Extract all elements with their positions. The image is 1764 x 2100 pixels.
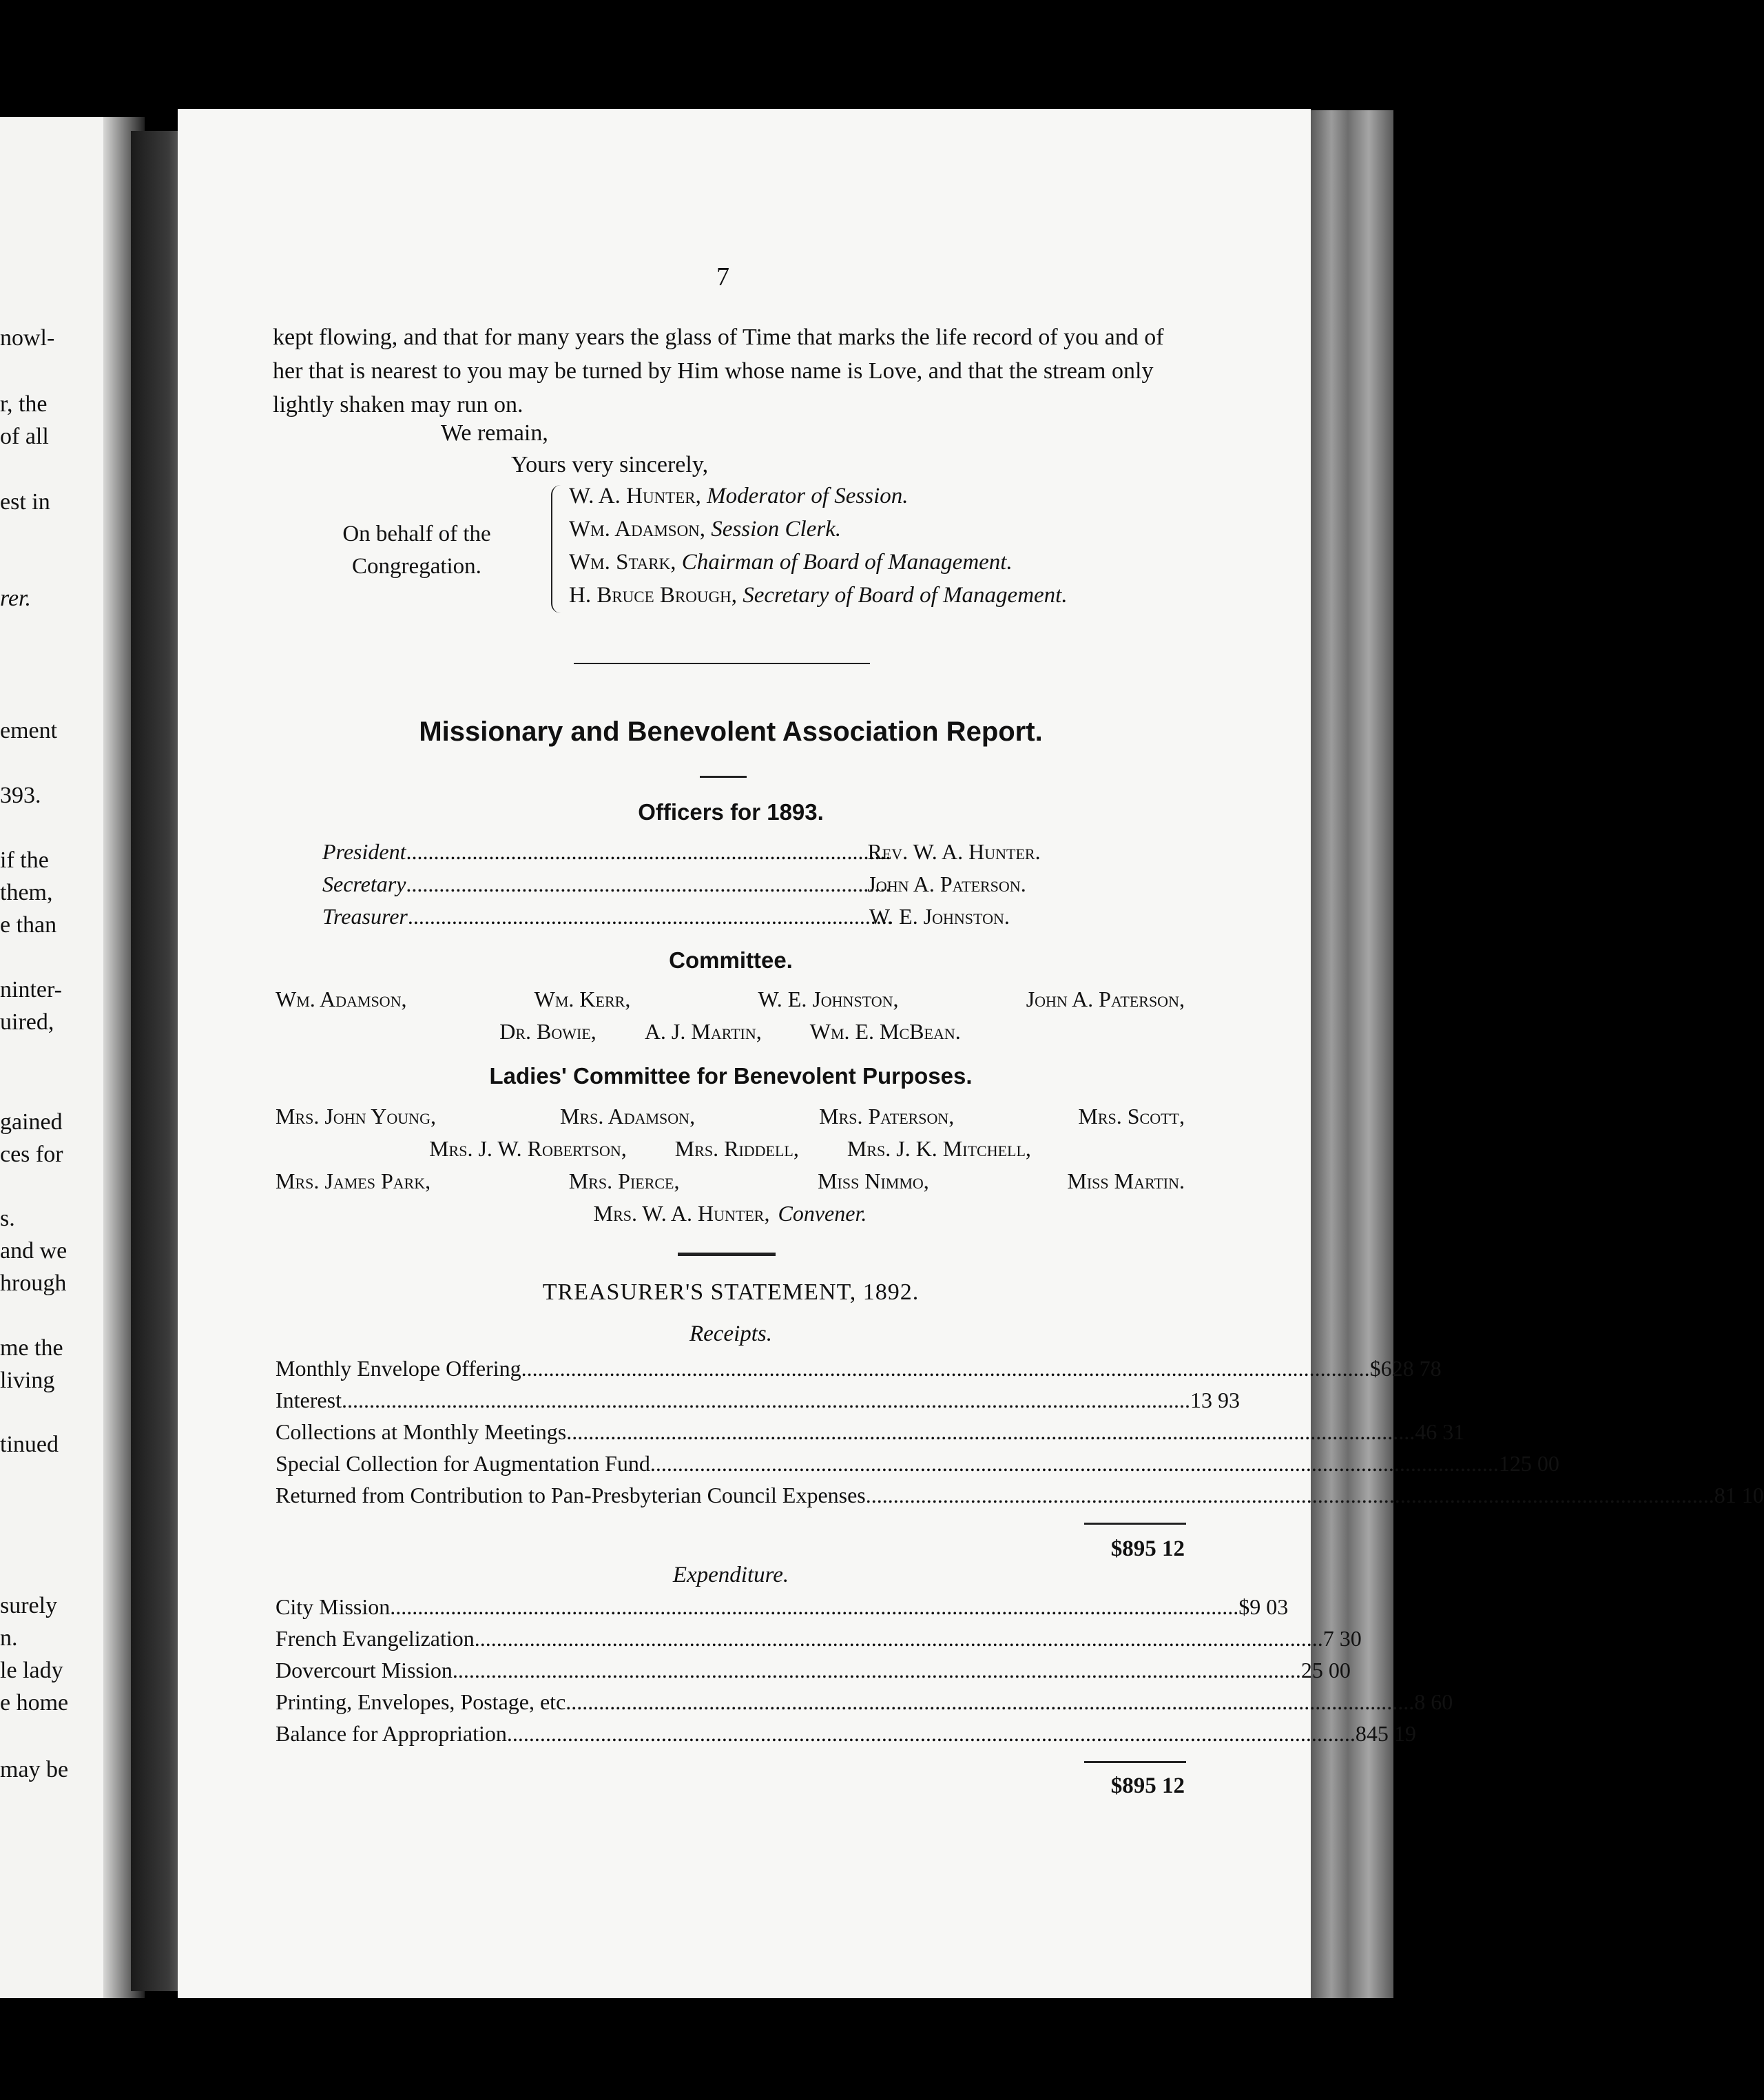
expenditure-label: Printing, Envelopes, Postage, etc <box>276 1689 566 1714</box>
ladies-committee-row <box>276 1169 1185 1194</box>
currency-sign: $ <box>1238 1594 1250 1619</box>
receipt-row <box>276 1451 1559 1476</box>
leader-dots: ........................................................................................ <box>406 872 891 896</box>
officer-name: W. E. Johnston. <box>869 904 1010 929</box>
ladies-member: Mrs. Scott, <box>1078 1104 1185 1129</box>
expenditure-total: $895 12 <box>1110 1773 1185 1798</box>
receipt-row <box>276 1388 1240 1413</box>
leader-dots: .......................................................................................................................................................... <box>521 1356 1370 1381</box>
committee-member: Wm. Adamson, <box>276 987 407 1011</box>
expenditure-row <box>276 1594 1289 1620</box>
total-rule <box>1084 1523 1186 1525</box>
facing-page-text: surely <box>0 1593 58 1618</box>
receipts-heading: Receipts. <box>689 1321 773 1346</box>
expenditure-amount: 7 30 <box>1322 1626 1362 1651</box>
ladies-member: Mrs. John Young, <box>276 1104 436 1129</box>
facing-page-text: nowl- <box>0 325 55 351</box>
receipt-amount: 628 78 <box>1380 1356 1442 1381</box>
statement-divider <box>678 1253 776 1256</box>
expenditure-amount: 845 19 <box>1355 1721 1416 1746</box>
expenditure-heading: Expenditure. <box>672 1563 789 1587</box>
signatory-name: H. Bruce Brough, <box>569 583 737 608</box>
facing-page-text: s. <box>0 1206 15 1231</box>
leader-dots: .......................................................................................................................................................... <box>565 1689 1415 1714</box>
facing-page-text: 393. <box>0 783 41 808</box>
ladies-member: Mrs. Riddell, <box>674 1136 799 1161</box>
letter-remain: We remain, <box>441 420 548 446</box>
signatory-name: Wm. Stark, <box>569 550 676 575</box>
facing-page-text: hrough <box>0 1270 67 1296</box>
signatory-role: Secretary of Board of Management. <box>743 583 1068 608</box>
ladies-committee-heading: Ladies' Committee for Benevolent Purposes. <box>489 1063 973 1089</box>
receipt-label: Collections at Monthly Meetings <box>276 1419 567 1444</box>
committee-row <box>276 987 1185 1012</box>
page-number: 7 <box>716 262 729 291</box>
receipts-total: $895 12 <box>1110 1536 1185 1561</box>
receipt-row <box>276 1483 1764 1508</box>
leader-dots: .......................................................................................................................................................... <box>650 1451 1499 1476</box>
facing-page <box>0 117 145 1998</box>
leader-dots: .......................................................................................................................................................... <box>341 1388 1190 1412</box>
receipt-amount: 46 31 <box>1415 1419 1465 1444</box>
leader-dots: .......................................................................................................................................................... <box>566 1419 1415 1444</box>
facing-page-text: ninter- <box>0 977 62 1002</box>
facing-page-text: n. <box>0 1625 18 1651</box>
page-edges <box>1311 110 1393 1998</box>
facing-page-text: of all <box>0 424 49 449</box>
leader-dots: ........................................................................................ <box>406 839 891 864</box>
officer-row <box>322 904 1197 929</box>
behalf-of-congregation: On behalf of the Congregation. <box>342 522 491 579</box>
officer-role: Treasurer <box>322 904 408 929</box>
convener-name: Mrs. W. A. Hunter, <box>593 1201 770 1226</box>
facing-page-text: uired, <box>0 1009 54 1035</box>
expenditure-amount: 25 00 <box>1300 1658 1351 1682</box>
signatory-role: Moderator of Session. <box>707 484 909 508</box>
ladies-member: Mrs. Paterson, <box>819 1104 955 1129</box>
signatory-role: Session Clerk. <box>711 517 842 542</box>
expenditure-label: French Evangelization <box>276 1626 475 1651</box>
signatory-name: W. A. Hunter, <box>569 484 701 508</box>
ladies-member: Mrs. Adamson, <box>560 1104 696 1129</box>
receipt-row <box>276 1419 1465 1445</box>
expenditure-row <box>276 1626 1362 1651</box>
ladies-member: Miss Nimmo, <box>818 1169 929 1193</box>
committee-heading: Committee. <box>669 947 793 973</box>
letter-paragraph: kept flowing, and that for many years the glass of Time that marks the life record of you and of her that is nearest to you may be turned by Him whose name is Love, and that the stream only lightly shaken may run on. <box>273 325 1164 418</box>
leader-dots: .......................................................................................................................................................... <box>390 1594 1239 1619</box>
officer-name: John A. Paterson. <box>867 872 1026 896</box>
letter-closing: Yours very sincerely, <box>511 452 709 477</box>
expenditure-amount: 8 60 <box>1414 1689 1453 1714</box>
receipt-label: Monthly Envelope Offering <box>276 1356 521 1381</box>
expenditure-label: Dovercourt Mission <box>276 1658 453 1682</box>
currency-sign: $ <box>1369 1356 1381 1381</box>
leader-dots: .......................................................................................................................................................... <box>452 1658 1301 1682</box>
receipt-label: Returned from Contribution to Pan-Presbyterian Council Expenses <box>276 1483 866 1507</box>
ladies-committee-row <box>276 1136 1185 1162</box>
ladies-member: Mrs. J. K. Mitchell, <box>847 1136 1031 1161</box>
expenditure-row <box>276 1658 1351 1683</box>
officer-role: Secretary <box>322 872 406 896</box>
receipt-label: Interest <box>276 1388 342 1412</box>
signatory-brace <box>551 485 563 613</box>
officer-name: Rev. W. A. Hunter. <box>867 839 1041 864</box>
committee-member: Wm. E. McBean. <box>809 1019 961 1044</box>
report-title: Missionary and Benevolent Association Report. <box>419 717 1043 747</box>
committee-member: John A. Paterson, <box>1026 987 1185 1011</box>
facing-page-text: and we <box>0 1238 68 1264</box>
signatory <box>569 550 1013 575</box>
facing-page-text: tinued <box>0 1432 59 1457</box>
leader-dots: .......................................................................................................................................................... <box>474 1626 1323 1651</box>
facing-page-text: ces for <box>0 1142 63 1167</box>
expenditure-label: City Mission <box>276 1594 391 1619</box>
expenditure-label: Balance for Appropriation <box>276 1721 507 1746</box>
officer-row <box>322 872 1197 897</box>
officers-heading: Officers for 1893. <box>638 799 824 825</box>
statement-title: TREASURER'S STATEMENT, 1892. <box>542 1279 920 1305</box>
receipt-amount: 81 10 <box>1714 1483 1764 1507</box>
expenditure-row <box>276 1689 1453 1715</box>
receipt-label: Special Collection for Augmentation Fund <box>276 1451 650 1476</box>
committee-row <box>276 1019 1185 1044</box>
facing-page-text: them, <box>0 880 53 905</box>
officer-role: President <box>322 839 406 864</box>
leader-dots: .......................................................................................................................................................... <box>506 1721 1356 1746</box>
receipt-row <box>276 1356 1442 1381</box>
convener-role: Convener. <box>778 1201 867 1226</box>
facing-page-text: e home <box>0 1690 69 1716</box>
title-underline <box>700 776 747 778</box>
facing-page-text: if the <box>0 847 49 873</box>
expenditure-amount: 9 03 <box>1249 1594 1289 1619</box>
ladies-committee-row <box>276 1104 1185 1129</box>
officer-row <box>322 839 1197 865</box>
facing-page-text: e than <box>0 912 57 938</box>
ladies-member: Mrs. James Park, <box>276 1169 431 1193</box>
ladies-member: Mrs. Pierce, <box>568 1169 680 1193</box>
receipt-amount: 125 00 <box>1498 1451 1559 1476</box>
section-divider <box>574 663 870 664</box>
committee-member: Dr. Bowie, <box>499 1019 596 1044</box>
facing-page-text: may be <box>0 1757 69 1782</box>
signatory-name: Wm. Adamson, <box>569 517 706 542</box>
facing-page-text: me the <box>0 1335 63 1361</box>
leader-dots: .......................................................................................................................................................... <box>865 1483 1714 1507</box>
committee-member: W. E. Johnston, <box>758 987 899 1011</box>
leader-dots: ........................................................................................ <box>407 904 893 929</box>
receipt-amount: 13 93 <box>1190 1388 1240 1412</box>
signatory <box>569 583 1068 608</box>
convener-row <box>276 1201 1185 1226</box>
expenditure-row <box>276 1721 1416 1747</box>
facing-page-text: r, the <box>0 391 48 417</box>
signatory <box>569 484 909 509</box>
facing-page-text: living <box>0 1368 55 1393</box>
facing-page-text: rer. <box>0 586 32 611</box>
committee-member: Wm. Kerr, <box>534 987 631 1011</box>
committee-member: A. J. Martin, <box>644 1019 762 1044</box>
signatory <box>569 517 841 542</box>
ladies-member: Mrs. J. W. Robertson, <box>429 1136 627 1161</box>
facing-page-text: est in <box>0 489 50 515</box>
ladies-member: Miss Martin. <box>1067 1169 1185 1193</box>
facing-page-text: le lady <box>0 1658 63 1683</box>
facing-page-text: ement <box>0 718 58 743</box>
signatory-role: Chairman of Board of Management. <box>681 550 1013 575</box>
total-rule <box>1084 1761 1186 1763</box>
facing-page-text: gained <box>0 1109 63 1135</box>
